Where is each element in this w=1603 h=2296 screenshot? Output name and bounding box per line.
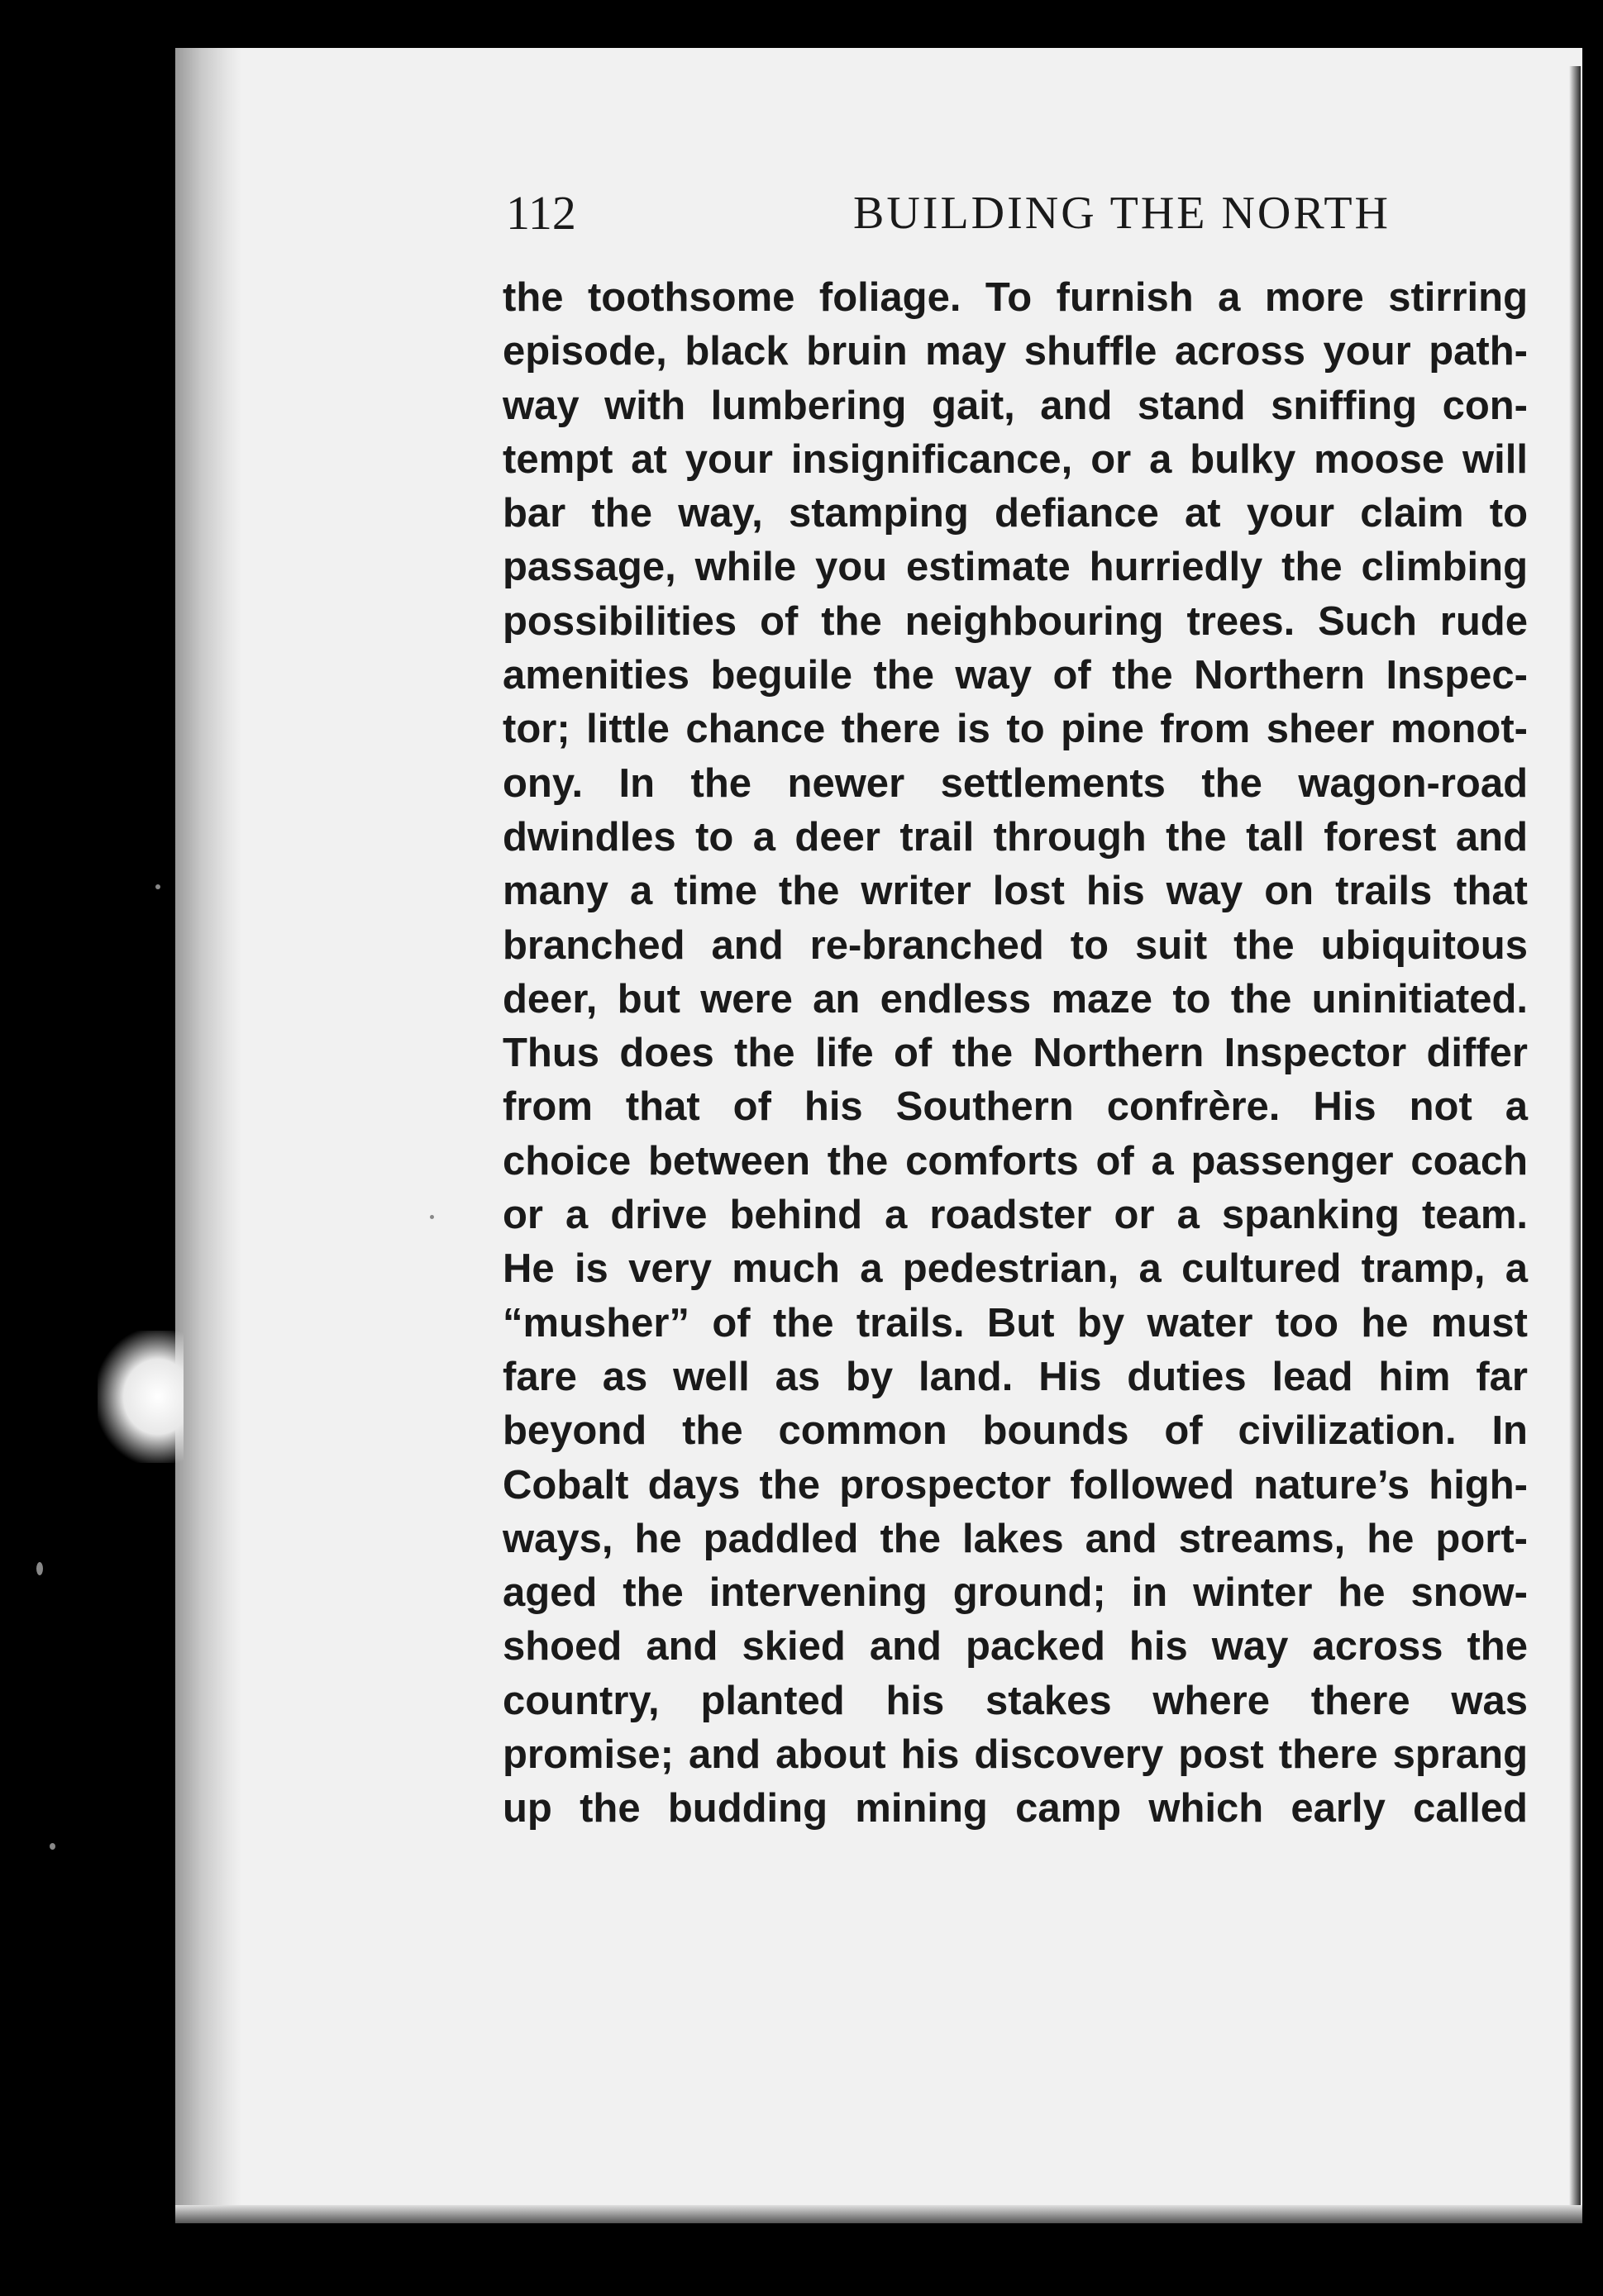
- scan-speck: [430, 1215, 434, 1219]
- text-line: possibilities of the neighbouring trees. Such rude: [503, 598, 1528, 644]
- text-line: beyond the common bounds of civilization. In: [503, 1408, 1528, 1454]
- text-line: passage, while you estimate hurriedly the climbing: [503, 545, 1528, 590]
- binding-gutter-shadow: [175, 48, 241, 2223]
- running-title: BUILDING THE NORTH: [853, 188, 1391, 239]
- text-line: or a drive behind a roadster or a spanking team.: [503, 1193, 1528, 1238]
- text-line: episode, black bruin may shuffle across your path-: [503, 329, 1528, 374]
- text-line: ways, he paddled the lakes and streams, he port-: [503, 1516, 1528, 1561]
- scan-speck: [155, 884, 160, 889]
- scan-glare: [98, 1331, 184, 1463]
- page-bottom-edge-shadow: [175, 2205, 1582, 2223]
- text-line: from that of his Southern confrère. His not a: [503, 1084, 1528, 1130]
- text-line: the toothsome foliage. To furnish a more stirring: [503, 275, 1528, 320]
- text-line: up the budding mining camp which early called: [503, 1786, 1528, 1832]
- scan-speck: [50, 1843, 55, 1850]
- text-line: ony. In the newer settlements the wagon-road: [503, 760, 1528, 806]
- text-line: bar the way, stamping defiance at your claim to: [503, 491, 1528, 536]
- text-line: deer, but were an endless maze to the uninitiated.: [503, 976, 1528, 1022]
- text-line: fare as well as by land. His duties lead him far: [503, 1354, 1528, 1399]
- running-header: [506, 180, 1391, 246]
- scan-speck: [36, 1562, 43, 1575]
- text-line: country, planted his stakes where there was: [503, 1678, 1528, 1723]
- page-right-edge-shadow: [1569, 66, 1581, 2215]
- text-line: aged the intervening ground; in winter he snow-: [503, 1570, 1528, 1616]
- text-line: many a time the writer lost his way on trails that: [503, 869, 1528, 914]
- text-line: tor; little chance there is to pine from sheer monot-: [503, 707, 1528, 752]
- text-line: tempt at your insignificance, or a bulky moose will: [503, 436, 1528, 482]
- text-line: Cobalt days the prospector followed nature’s high-: [503, 1462, 1528, 1508]
- text-line: amenities beguile the way of the Northern Inspec-: [503, 653, 1528, 698]
- text-line: “musher” of the trails. But by water too he must: [503, 1300, 1528, 1346]
- body-text: [503, 271, 1528, 1836]
- text-line: Thus does the life of the Northern Inspector differ: [503, 1031, 1528, 1076]
- text-line: way with lumbering gait, and stand sniffing con-: [503, 383, 1528, 428]
- text-line: choice between the comforts of a passenger coach: [503, 1138, 1528, 1184]
- text-line: shoed and skied and packed his way across the: [503, 1624, 1528, 1670]
- text-line: branched and re-branched to suit the ubiquitous: [503, 922, 1528, 968]
- text-line: He is very much a pedestrian, a cultured tramp, a: [503, 1246, 1528, 1292]
- page-number: 112: [506, 186, 576, 240]
- text-line: dwindles to a deer trail through the tall forest and: [503, 814, 1528, 860]
- text-line: promise; and about his discovery post there sprang: [503, 1732, 1528, 1778]
